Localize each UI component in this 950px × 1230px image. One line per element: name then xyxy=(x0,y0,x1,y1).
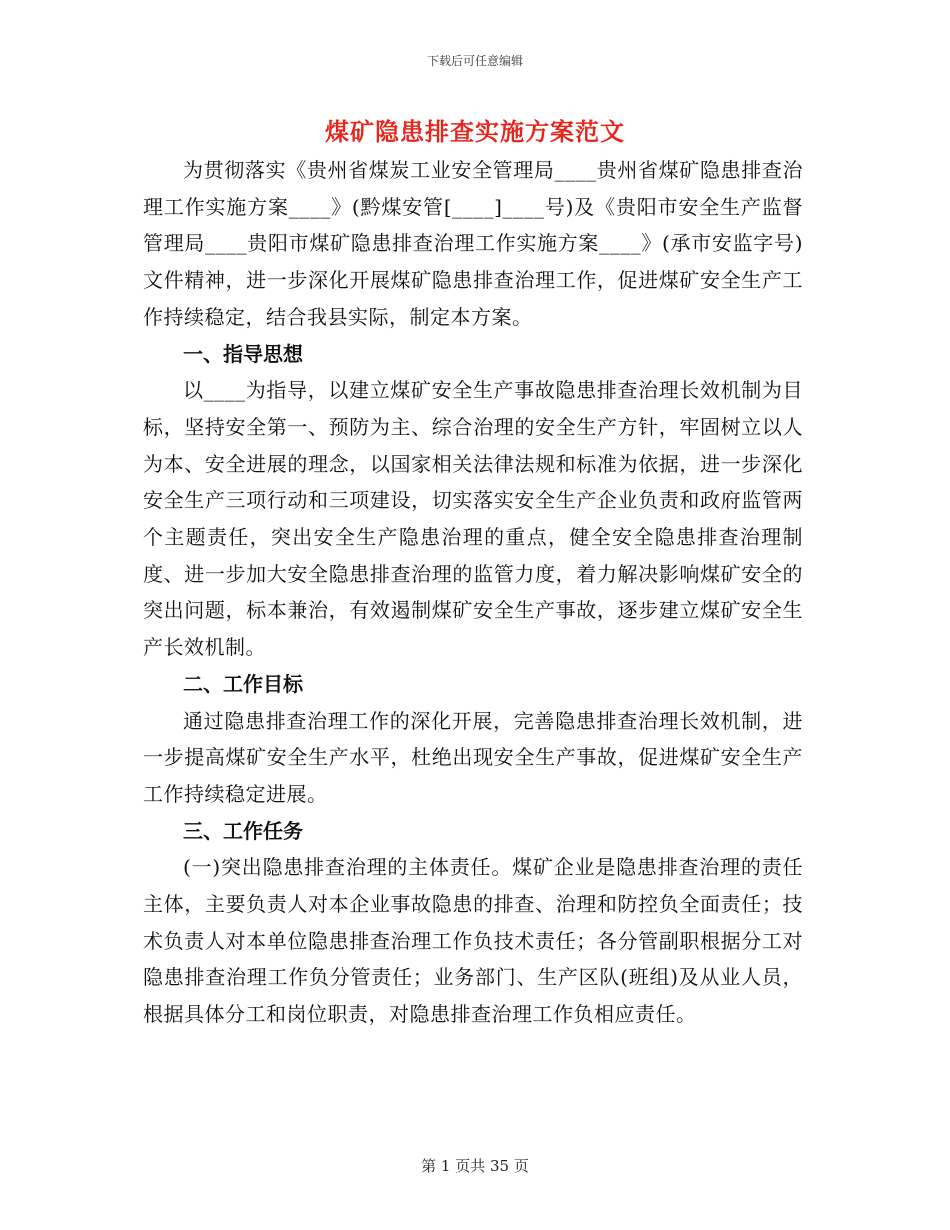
section-heading-work-goals: 二、工作目标 xyxy=(183,671,303,696)
section-body-guiding-thought: 以____为指导，以建立煤矿安全生产事故隐患排查治理长效机制为目标，坚持安全第一、预防为主、综合治理的安全生产方针，牢固树立以人为本、安全进展的理念，以国家相关法律法规和标准为依据，进一步深化安全生产三项行动和三项建设，切实落实安全生产企业负责和政府监管两个主题责任，突出安全生产隐患治理的重点，健全安全隐患排查治理制度、进一步加大安全隐患排查治理的监管力度，着力解决影响煤矿安全的突出问题，标本兼治，有效遏制煤矿安全生产事故，逐步建立煤矿安全生产长效机制。 xyxy=(143,378,803,660)
section-heading-guiding-thought: 一、指导思想 xyxy=(183,341,303,366)
header-note: 下载后可任意编辑 xyxy=(426,54,523,68)
section-body-work-goals: 通过隐患排查治理工作的深化开展，完善隐患排查治理长效机制，进一步提高煤矿安全生产水平，杜绝出现安全生产事故，促进煤矿安全生产工作持续稳定进展。 xyxy=(143,708,803,806)
document-title: 煤矿隐患排查实施方案范文 xyxy=(325,117,625,146)
intro-paragraph: 为贯彻落实《贵州省煤炭工业安全管理局____贵州省煤矿隐患排查治理工作实施方案____》(黔煤安管[____]____号)及《贵阳市安全生产监督管理局____贵阳市煤矿隐患排查治理工作实施方案____》(承市安监字号)文件精神，进一步深化开展煤矿隐患排查治理工作，促进煤矿安全生产工作持续稳定，结合我县实际，制定本方案。 xyxy=(143,158,803,329)
section-body-work-tasks: (一)突出隐患排查治理的主体责任。煤矿企业是隐患排查治理的责任主体，主要负责人对本企业事故隐患的排查、治理和防控负全面责任；技术负责人对本单位隐患排查治理工作负技术责任；各分管副职根据分工对隐患排查治理工作负分管责任；业务部门、生产区队(班组)及从业人员，根据具体分工和岗位职责，对隐患排查治理工作负相应责任。 xyxy=(143,855,803,1027)
page-number: 第 1 页共 35 页 xyxy=(421,1157,529,1175)
section-heading-work-tasks: 三、工作任务 xyxy=(183,818,303,843)
document-body xyxy=(143,152,803,1033)
